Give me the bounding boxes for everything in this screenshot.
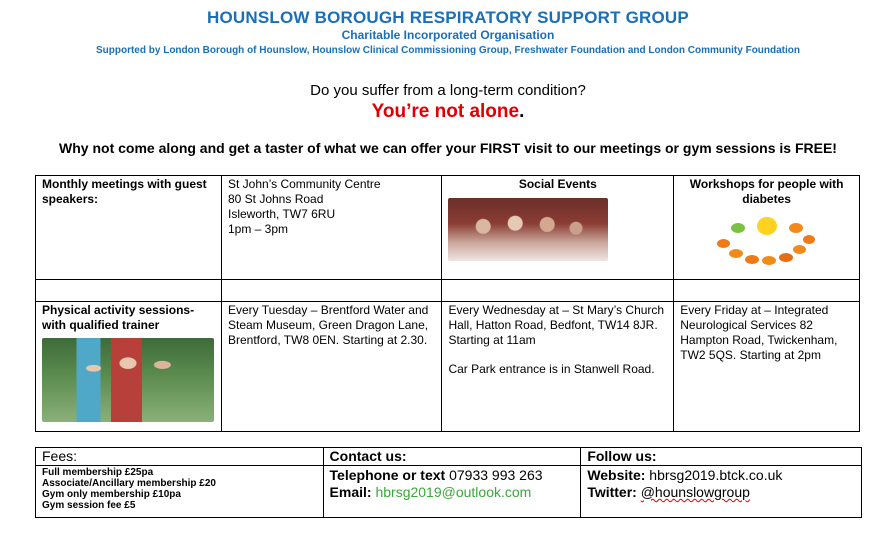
wednesday-session: Every Wednesday at – St Mary’s Church Hall, Hatton Road, Bedfont, TW14 8JR. Starting at 11am: [448, 303, 665, 347]
fee-item: Full membership £25pa: [42, 467, 154, 478]
social-events-title: Social Events: [518, 177, 597, 191]
monthly-meetings-details: [221, 176, 441, 280]
fees-list: [36, 466, 324, 518]
org-title: HOUNSLOW BOROUGH RESPIRATORY SUPPORT GROUP: [207, 8, 689, 27]
monthly-town: Isleworth, TW7 6RU: [227, 207, 336, 221]
follow-details: [581, 466, 862, 518]
twitter-line: [587, 484, 855, 501]
physical-activity-cell: [36, 302, 222, 432]
email-label: Email:: [329, 484, 372, 500]
fees-heading: Fees:: [36, 448, 324, 466]
monthly-meetings-title: Monthly meetings with guest speakers:: [36, 176, 222, 280]
wednesday-session-cell: [442, 302, 674, 432]
table-row: [36, 466, 862, 518]
table-row-spacer: [36, 280, 860, 302]
email-link[interactable]: hbrsg2019@outlook.com: [375, 484, 532, 500]
monthly-address: 80 St Johns Road: [227, 192, 324, 206]
email-line: [330, 484, 575, 501]
social-events-cell: [442, 176, 674, 280]
twitter-label: Twitter:: [587, 484, 637, 500]
phone-number[interactable]: 07933 993 263: [449, 467, 543, 483]
physical-activity-title: Physical activity sessions- with qualified trainer: [42, 303, 195, 332]
supporters-line: Supported by London Borough of Hounslow, Hounslow Clinical Commissioning Group, Freshwater Foundation and London Community Foundation: [95, 45, 801, 56]
contact-heading: Contact us:: [323, 448, 581, 466]
info-table: [35, 447, 862, 518]
fee-item: Gym session fee £5: [42, 500, 136, 511]
activities-table: [35, 175, 860, 432]
friday-session: Every Friday at – Integrated Neurological Services 82 Hampton Road, Twickenham, TW2 5QS. Starting at 2pm: [674, 302, 860, 432]
monthly-venue: St John’s Community Centre: [227, 177, 381, 191]
fruit-smiley-image: [717, 217, 817, 265]
contact-details: [323, 466, 581, 518]
diabetes-workshop-cell: [674, 176, 860, 280]
fee-item: Associate/Ancillary membership £20: [42, 478, 216, 489]
tuesday-session: Every Tuesday – Brentford Water and Steam Museum, Green Dragon Lane, Brentford, TW8 0EN. Starting at 2.30.: [221, 302, 441, 432]
follow-heading: Follow us:: [581, 448, 862, 466]
fee-item: Gym only membership £10pa: [42, 489, 181, 500]
phone-label: Telephone or text: [329, 467, 446, 483]
monthly-time: 1pm – 3pm: [227, 222, 289, 236]
intro-question: Do you suffer from a long-term condition?: [310, 82, 586, 99]
twitter-handle[interactable]: @hounslowgroup: [640, 484, 750, 500]
not-alone-punct: .: [519, 101, 525, 122]
table-row: [36, 302, 860, 432]
table-row: [36, 176, 860, 280]
website-link[interactable]: hbrsg2019.btck.co.uk: [649, 467, 783, 483]
phone-line: [330, 467, 575, 484]
gym-session-photo: [42, 338, 214, 422]
website-label: Website:: [587, 467, 646, 483]
website-line: [587, 467, 855, 484]
social-events-photo: [448, 198, 608, 261]
table-row: [36, 448, 862, 466]
wednesday-parking: Car Park entrance is in Stanwell Road.: [448, 362, 655, 376]
not-alone-heading: [0, 101, 896, 123]
diabetes-workshop-title: Workshops for people with diabetes: [689, 177, 844, 206]
invite-text: Why not come along and get a taster of what we can offer your FIRST visit to our meetings or gym sessions is FREE!: [59, 140, 837, 156]
not-alone-text: You’re not alone: [371, 101, 520, 122]
org-subtitle: Charitable Incorporated Organisation: [341, 28, 555, 42]
